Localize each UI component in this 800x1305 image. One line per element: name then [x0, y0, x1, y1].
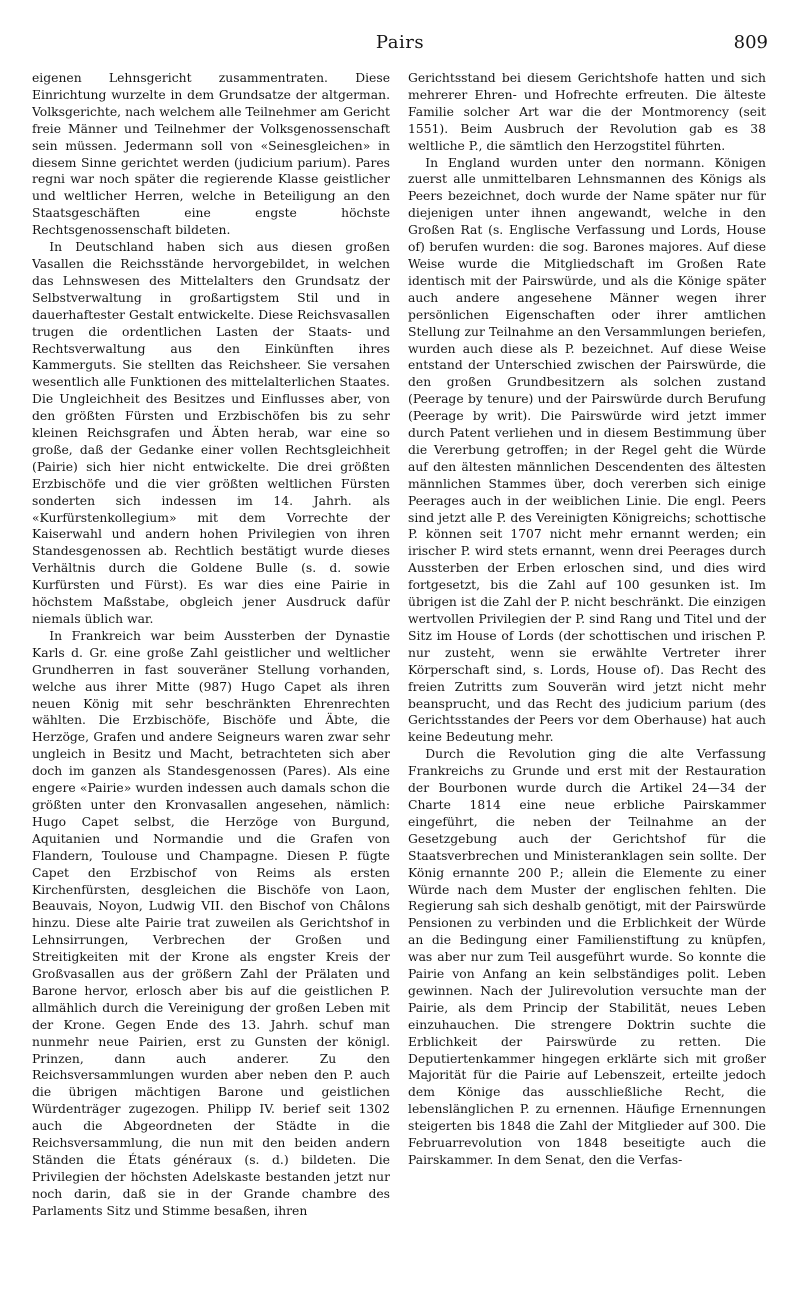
paragraph: In Frankreich war beim Aussterben der Dynastie Karls d. Gr. eine große Zahl geistlicher und weltlicher Grundherren in fast souveräner Stellung vorhanden, welche aus ihrer Mitte (987) Hugo Capet als ihren neuen König mit sehr beschränkten Ehrenrechten wählten. Die Erzbischöfe, Bischöfe und Äbte, die Herzöge, Grafen und andere Seigneurs waren zwar sehr ungleich in Besitz und Macht, betrachteten sich aber doch im ganzen als Standesgenossen (Pares). Als eine engere «Pairie» wurden indessen auch damals schon die größten unter den Kronvasallen angesehen, nämlich: Hugo Capet selbst, die Herzöge von Burgund, Aquitanien und Normandie und die Grafen von Flandern, Toulouse und Champagne. Diesen P. fügte Capet den Erzbischof von Reims als ersten Kirchenfürsten, desgleichen die Bischöfe von Laon, Beauvais, Noyon, Ludwig VII. den Bischof von Châlons hinzu. Diese alte Pairie trat zuweilen als Gerichtshof in Lehnsirrungen, Verbrechen der Großen und Streitigkeiten mit der Krone als engster Kreis der Großvasallen aus der größern Zahl der Prälaten und Barone hervor, erlosch aber bis auf die geistlichen P. allmählich durch die Vereinigung der großen Leben mit der Krone. Gegen Ende des 13. Jahrh. schuf man nunmehr neue Pairien, erst zu Gunsten der königl. Prinzen, dann auch anderer. Zu den Reichsversammlungen wurden aber neben den P. auch die übrigen mächtigen Barone und geistlichen Würdenträger zugezogen. Philipp IV. berief seit 1302 auch die Abgeordneten der Städte in die Reichsversammlung, die nun mit den beiden andern Ständen die États généraux (s. d.) bildeten. Die Privilegien der höchsten Adelskaste bestanden jetzt nur noch darin, daß sie in der Grande chambre des Parlaments Sitz und Stimme besaßen, ihren — [32, 628, 390, 1218]
paragraph: In England wurden unter den normann. Königen zuerst alle unmittelbaren Lehnsmannen des Königs als Peers bezeichnet, doch wurde der Name später nur für diejenigen unter ihnen angewandt, welche in den Großen Rat (s. Englische Verfassung und Lords, House of) berufen wurden: die sog. Barones majores. Auf diese Weise wurde die Mitgliedschaft im Großen Rate identisch mit der Pairswürde, und als die Könige später auch andere angesehene Männer wegen ihrer persönlichen Eigenschaften oder ihrer amtlichen Stellung zur Teilnahme an den Versammlungen beriefen, wurden auch diese als P. bezeichnet. Auf diese Weise entstand der Unterschied zwischen der Pairswürde, die den großen Grundbesitzern als solchen zustand (Peerage by tenure) und der Pairswürde durch Berufung (Peerage by writ). Die Pairswürde wird jetzt immer durch Patent verliehen und in diesem Bestimmung über die Vererbung getroffen; in der Regel geht die Würde auf den ältesten männlichen Descendenten des ältesten männlichen Stammes über, doch vererben sich einige Peerages auch in der weiblichen Linie. Die engl. Peers sind jetzt alle P. des Vereinigten Königreichs; schottische P. können seit 1707 nicht mehr ernannt werden; ein irischer P. wird stets ernannt, wenn drei Peerages durch Aussterben der Erben erloschen sind, und dies wird fortgesetzt, bis die Zahl auf 100 gesunken ist. Im übrigen ist die Zahl der P. nicht beschränkt. Die einzigen wertvollen Privilegien der P. sind Rang und Titel und der Sitz im House of Lords (der schottischen und irischen P. nur zusteht, wenn sie erwählte Vertreter ihrer Körperschaft sind, s. Lords, House of). Das Recht des freien Zutritts zum Souverän wird jetzt nicht mehr beansprucht, und das Recht des judicium parium (des Gerichtsstandes der Peers vor dem Oberhause) hat auch keine Bedeutung mehr. — [408, 155, 766, 745]
running-title: Pairs — [375, 32, 425, 53]
paragraph: Durch die Revolution ging die alte Verfassung Frankreichs zu Grunde und erst mit der Restauration der Bourbonen wurde durch die Artikel 24—34 der Charte 1814 eine neue erbliche Pairskammer eingeführt, die neben der Teilnahme an der Gesetzgebung auch der Gerichtshof für die Staatsverbrechen und Ministeranklagen sein sollte. Der König ernannte 200 P.; allein die Elemente zu einer Würde nach dem Muster der englischen fehlten. Die Regierung sah sich deshalb genötigt, mit der Pairswürde Pensionen zu verbinden und die Erblichkeit der Würde an die Bedingung einer Familienstiftung zu knüpfen, was aber nur zum Teil ausgeführt wurde. So konnte die Pairie von Anfang an kein selbständiges polit. Leben gewinnen. Nach der Julirevolution versuchte man der Pairie, als dem Princip der Stabilität, neues Leben einzuhauchen. Die strengere Doktrin suchte die Erblichkeit der Pairswürde zu retten. Die Deputiertenkammer hingegen erklärte sich mit großer Majorität für die Pairie auf Lebenszeit, erteilte jedoch dem Könige das ausschließliche Recht, die lebenslänglichen P. zu ernennen. Häufige Ernennungen steigerten bis 1848 die Zahl der Mitglieder auf 300. Die Februarrevolution von 1848 beseitigte auch die Pairskammer. In dem Senat, den die Verfas- — [408, 747, 766, 1167]
paragraph: In Deutschland haben sich aus diesen großen Vasallen die Reichsstände hervorgebildet, in welchen das Lehnswesen des Mittelalters den Grundsatz der Selbstverwaltung in großartigstem Stil und in dauerhaftester Gestalt entwickelte. Diese Reichsvasallen trugen die ordentlichen Lasten der Staats- und Rechtsverwaltung aus den Einkünften ihres Kammerguts. Sie stellten das Reichsheer. Sie versahen wesentlich alle Funktionen des mittelalterlichen Staates. Die Ungleichheit des Besitzes und Einflusses aber, von den größten Fürsten und Erzbischöfen bis zu sehr kleinen Reichsgrafen und Äbten herab, war eine so große, daß der Gedanke einer vollen Rechtsgleichheit (Pairie) sich hier nicht entwickelte. Die drei größten Erzbischöfe und die vier größten weltlichen Fürsten sonderten sich indessen im 14. Jahrh. als «Kurfürstenkollegium» mit dem Vorrechte der Kaiserwahl und andern hohen Privilegien von ihren Standesgenossen ab. Rechtlich bestätigt wurde dieses Verhältnis durch die Goldene Bulle (s. d. sowie Kurfürsten und Fürst). Es war dies eine Pairie in höchstem Maßstabe, obgleich jener Ausdruck dafür niemals üblich war. — [32, 240, 390, 626]
paragraph: Gerichtsstand bei diesem Gerichtshofe hatten und sich mehrerer Ehren- und Hofrechte erfreuten. Die älteste Familie solcher Art war die der Montmorency (seit 1551). Beim Ausbruch der Revolution gab es 38 weltliche P., die sämtlich den Herzogstitel führten. — [408, 71, 766, 153]
right-column — [408, 70, 766, 1300]
page-number: 809 — [733, 32, 768, 53]
left-column — [32, 70, 390, 1300]
paragraph: eigenen Lehnsgericht zusammentraten. Diese Einrichtung wurzelte in dem Grundsatze der altgerman. Volksgerichte, nach welchem alle Teilnehmer am Gericht freie Männer und Teilnehmer der Volksgenossenschaft sein müssen. Jedermann soll von «Seinesgleichen» in diesem Sinne gerichtet werden (judicium parium). Pares regni war noch später die regierende Klasse geistlicher und weltlicher Herren, welche in Beteiligung an den Staatsgeschäften eine engste höchste Rechtsgenossenschaft bildeten. — [32, 71, 390, 238]
page-header — [32, 30, 768, 64]
